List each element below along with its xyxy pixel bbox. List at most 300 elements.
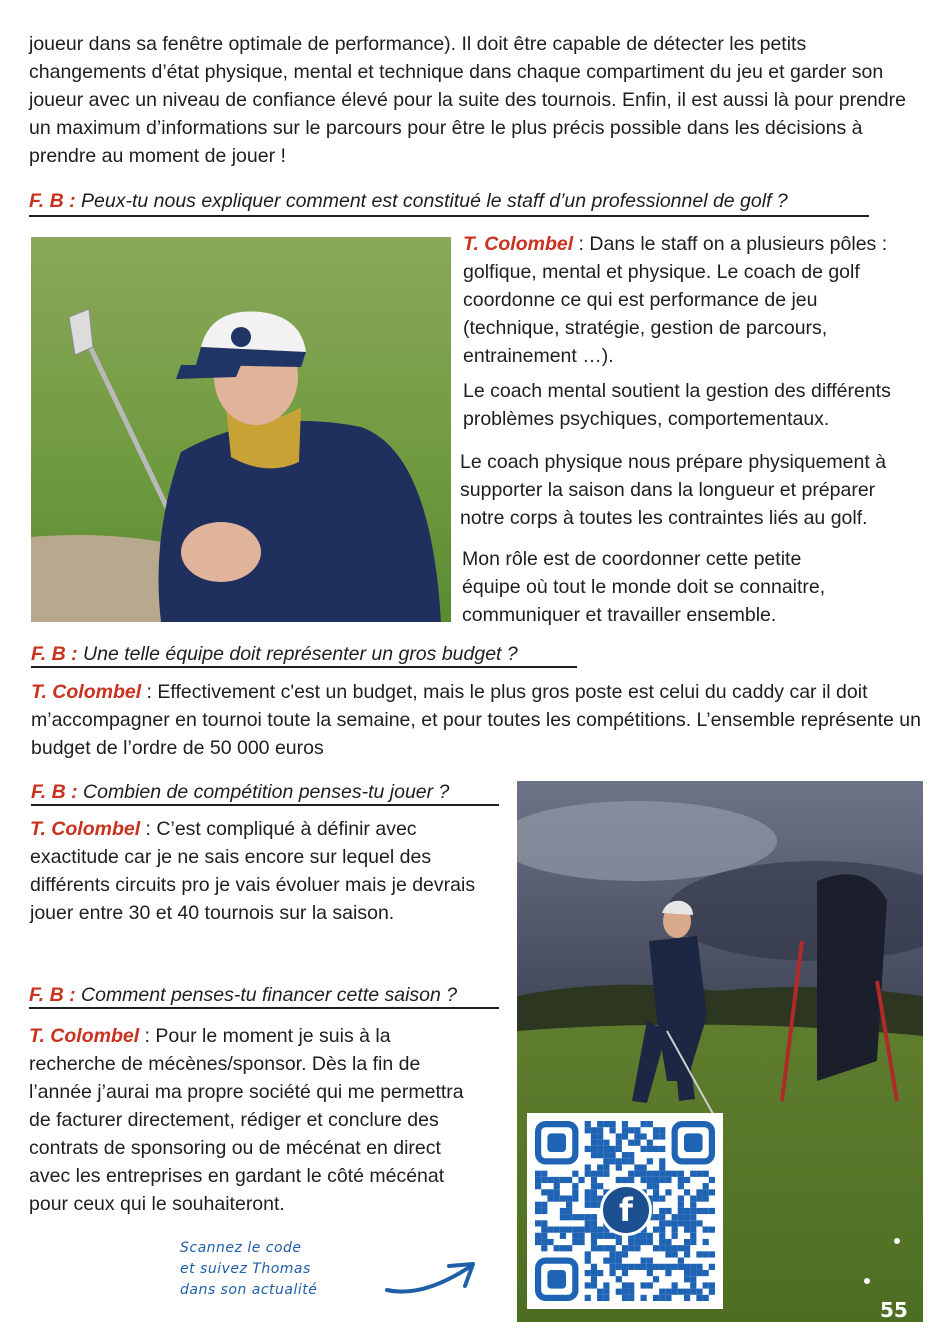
qr-module	[647, 1183, 653, 1189]
qr-module	[684, 1264, 690, 1270]
qr-module	[709, 1264, 715, 1270]
qr-module	[609, 1127, 615, 1133]
qr-module	[572, 1189, 578, 1195]
qr-module	[622, 1127, 628, 1133]
qr-module	[659, 1289, 665, 1295]
qr-module	[690, 1220, 696, 1226]
qr-module	[585, 1121, 591, 1127]
qr-module	[628, 1152, 634, 1158]
qr-module	[672, 1282, 678, 1288]
qr-module	[684, 1220, 690, 1226]
qr-module	[572, 1171, 578, 1177]
qr-module	[659, 1164, 665, 1170]
qr-module	[572, 1227, 578, 1233]
qr-module	[591, 1152, 597, 1158]
qr-module	[641, 1177, 647, 1183]
qr-module	[541, 1227, 547, 1233]
qr-module	[678, 1220, 684, 1226]
qr-module	[709, 1227, 715, 1233]
qr-module	[703, 1270, 709, 1276]
question-1	[29, 188, 788, 214]
qr-module	[678, 1289, 684, 1295]
qr-module	[560, 1177, 566, 1183]
qr-module	[709, 1177, 715, 1183]
qr-module	[578, 1227, 584, 1233]
qr-module	[703, 1295, 709, 1301]
qr-module	[541, 1189, 547, 1195]
qr-module	[703, 1282, 709, 1288]
qr-module	[554, 1189, 560, 1195]
qr-module	[634, 1239, 640, 1245]
qr-module	[690, 1289, 696, 1295]
qr-module	[578, 1233, 584, 1239]
qr-module	[628, 1264, 634, 1270]
qr-module	[547, 1227, 553, 1233]
qr-module	[641, 1171, 647, 1177]
qr-module	[696, 1264, 702, 1270]
question-1-text: Peux-tu nous expliquer comment est constitué le staff d’un professionnel de golf ?	[81, 190, 788, 212]
answer-2-paragraph	[31, 678, 923, 762]
qr-module	[535, 1208, 541, 1214]
qr-module	[535, 1202, 541, 1208]
qr-module	[641, 1282, 647, 1288]
qr-module	[591, 1183, 597, 1189]
qr-module	[665, 1289, 671, 1295]
qr-module	[616, 1264, 622, 1270]
answer-3-text: C’est compliqué à définir avec exactitude car je ne sais encore sur lequel des différents circuits pro je vais évoluer mais je devrais jouer entre 30 et 40 tournois sur la saison.	[30, 818, 476, 924]
qr-module	[585, 1282, 591, 1288]
qr-module	[628, 1127, 634, 1133]
qr-module	[578, 1239, 584, 1245]
qr-module	[591, 1233, 597, 1239]
qr-module	[560, 1245, 566, 1251]
qr-module	[659, 1171, 665, 1177]
qr-module	[591, 1177, 597, 1183]
qr-module	[560, 1208, 566, 1214]
qr-module	[672, 1245, 678, 1251]
qr-module	[585, 1251, 591, 1257]
answer-1-paragraph-3: Le coach physique nous prépare physiquement à supporter la saison dans la longueur et préparer notre corps à toutes les contraintes liés au golf.	[460, 451, 887, 529]
qr-module	[616, 1239, 622, 1245]
qr-module	[554, 1245, 560, 1251]
qr-module	[597, 1171, 603, 1177]
qr-module	[653, 1146, 659, 1152]
qr-module	[696, 1220, 702, 1226]
qr-module	[541, 1239, 547, 1245]
answer-1-paragraph-1	[463, 230, 915, 370]
qr-module	[603, 1140, 609, 1146]
qr-module	[597, 1146, 603, 1152]
qr-module	[665, 1208, 671, 1214]
qr-module	[690, 1276, 696, 1282]
qr-module	[659, 1233, 665, 1239]
interviewer-label: F. B :	[31, 643, 78, 665]
qr-module	[591, 1140, 597, 1146]
qr-module	[622, 1251, 628, 1257]
qr-module	[665, 1189, 671, 1195]
qr-module	[665, 1171, 671, 1177]
qr-module	[634, 1127, 640, 1133]
question-4-underline	[29, 1007, 499, 1009]
qr-module	[560, 1227, 566, 1233]
qr-module	[653, 1177, 659, 1183]
qr-module	[603, 1295, 609, 1301]
qr-module	[684, 1289, 690, 1295]
question-3	[31, 779, 449, 805]
qr-module	[541, 1220, 547, 1226]
facebook-letter: f	[619, 1191, 633, 1229]
qr-module	[572, 1214, 578, 1220]
qr-module	[665, 1270, 671, 1276]
qr-module	[622, 1158, 628, 1164]
qr-module	[572, 1233, 578, 1239]
qr-module	[684, 1177, 690, 1183]
qr-module	[622, 1133, 628, 1139]
qr-module	[622, 1245, 628, 1251]
qr-module	[616, 1133, 622, 1139]
qr-module	[535, 1239, 541, 1245]
qr-module	[653, 1295, 659, 1301]
question-4	[29, 982, 457, 1008]
qr-module	[628, 1171, 634, 1177]
qr-module	[628, 1245, 634, 1251]
qr-module	[591, 1227, 597, 1233]
qr-module	[653, 1183, 659, 1189]
qr-module	[678, 1214, 684, 1220]
qr-module	[665, 1264, 671, 1270]
page-number: 55	[880, 1298, 908, 1322]
scan-note-line-1: Scannez le code	[180, 1240, 302, 1256]
qr-module	[541, 1208, 547, 1214]
qr-module	[659, 1220, 665, 1226]
qr-module	[591, 1239, 597, 1245]
qr-module	[566, 1195, 572, 1201]
qr-module	[622, 1270, 628, 1276]
qr-module	[678, 1264, 684, 1270]
qr-module	[591, 1195, 597, 1201]
qr-module	[628, 1282, 634, 1288]
qr-module	[541, 1177, 547, 1183]
interviewer-label: F. B :	[29, 984, 76, 1006]
qr-module	[684, 1270, 690, 1276]
qr-module	[653, 1133, 659, 1139]
qr-module	[622, 1289, 628, 1295]
qr-module	[665, 1245, 671, 1251]
qr-module	[603, 1146, 609, 1152]
qr-module	[535, 1220, 541, 1226]
interviewer-label: F. B :	[29, 190, 76, 212]
qr-module	[647, 1140, 653, 1146]
qr-module	[709, 1208, 715, 1214]
qr-module	[616, 1251, 622, 1257]
qr-module	[659, 1239, 665, 1245]
qr-module	[641, 1146, 647, 1152]
scan-note	[180, 1238, 380, 1301]
qr-module	[696, 1289, 702, 1295]
qr-module	[659, 1264, 665, 1270]
qr-module	[641, 1233, 647, 1239]
qr-module	[672, 1171, 678, 1177]
question-2-text: Une telle équipe doit représenter un gros budget ?	[83, 643, 518, 665]
speaker-label: T. Colombel	[463, 233, 574, 255]
qr-module	[678, 1245, 684, 1251]
qr-module	[647, 1282, 653, 1288]
qr-module	[585, 1227, 591, 1233]
qr-module	[647, 1270, 653, 1276]
qr-module	[585, 1171, 591, 1177]
qr-module	[641, 1295, 647, 1301]
qr-module	[672, 1289, 678, 1295]
qr-module	[585, 1214, 591, 1220]
qr-module	[603, 1282, 609, 1288]
qr-module	[591, 1220, 597, 1226]
qr-module	[597, 1121, 603, 1127]
qr-module	[696, 1270, 702, 1276]
qr-module	[628, 1289, 634, 1295]
qr-module	[591, 1127, 597, 1133]
qr-module	[591, 1202, 597, 1208]
question-3-underline	[31, 804, 499, 806]
qr-module	[616, 1140, 622, 1146]
qr-module	[653, 1227, 659, 1233]
qr-module	[647, 1264, 653, 1270]
qr-code[interactable]	[527, 1113, 723, 1309]
qr-module	[572, 1183, 578, 1189]
qr-module	[665, 1295, 671, 1301]
speaker-separator: :	[141, 681, 158, 703]
qr-module	[690, 1233, 696, 1239]
question-2	[31, 641, 518, 667]
qr-module	[690, 1214, 696, 1220]
qr-module	[628, 1158, 634, 1164]
answer-3-paragraph	[30, 815, 492, 927]
qr-module	[597, 1164, 603, 1170]
qr-module	[696, 1251, 702, 1257]
qr-module	[634, 1245, 640, 1251]
qr-module	[609, 1245, 615, 1251]
qr-module	[609, 1258, 615, 1264]
qr-module	[696, 1189, 702, 1195]
qr-module	[578, 1214, 584, 1220]
qr-module	[709, 1251, 715, 1257]
qr-module	[641, 1133, 647, 1139]
qr-module	[603, 1164, 609, 1170]
qr-module	[684, 1239, 690, 1245]
qr-module	[703, 1189, 709, 1195]
qr-module	[647, 1233, 653, 1239]
qr-module	[591, 1264, 597, 1270]
qr-module	[585, 1164, 591, 1170]
qr-module	[585, 1189, 591, 1195]
qr-module	[653, 1214, 659, 1220]
question-4-text: Comment penses-tu financer cette saison ?	[81, 984, 458, 1006]
qr-module	[684, 1295, 690, 1301]
qr-module	[647, 1239, 653, 1245]
qr-module	[678, 1258, 684, 1264]
qr-module	[547, 1177, 553, 1183]
qr-module	[678, 1202, 684, 1208]
qr-module	[554, 1177, 560, 1183]
qr-module	[696, 1195, 702, 1201]
qr-module	[547, 1189, 553, 1195]
qr-module	[653, 1171, 659, 1177]
qr-module	[585, 1258, 591, 1264]
qr-module	[603, 1233, 609, 1239]
qr-module	[554, 1195, 560, 1201]
qr-module	[690, 1195, 696, 1201]
qr-module	[684, 1251, 690, 1257]
qr-module	[703, 1195, 709, 1201]
qr-finder-inner	[684, 1133, 703, 1152]
qr-module	[659, 1146, 665, 1152]
answer-1-paragraph-4: Mon rôle est de coordonner cette petite équipe où tout le monde doit se connaitre, communiquer et travailler ensemble.	[462, 548, 826, 626]
qr-module	[603, 1171, 609, 1177]
arrow-icon	[383, 1258, 481, 1302]
qr-module	[603, 1158, 609, 1164]
qr-module	[703, 1239, 709, 1245]
qr-module	[690, 1239, 696, 1245]
qr-module	[591, 1270, 597, 1276]
qr-module	[541, 1171, 547, 1177]
qr-module	[690, 1227, 696, 1233]
qr-module	[684, 1214, 690, 1220]
qr-module	[659, 1133, 665, 1139]
qr-module	[597, 1295, 603, 1301]
qr-module	[597, 1133, 603, 1139]
qr-module	[609, 1270, 615, 1276]
qr-module	[709, 1289, 715, 1295]
qr-module	[591, 1133, 597, 1139]
qr-finder-inner	[547, 1270, 566, 1289]
qr-module	[597, 1127, 603, 1133]
qr-module	[690, 1202, 696, 1208]
speaker-label: T. Colombel	[30, 818, 141, 840]
qr-module	[585, 1220, 591, 1226]
qr-module	[659, 1208, 665, 1214]
qr-module	[690, 1171, 696, 1177]
qr-module	[634, 1133, 640, 1139]
qr-module	[653, 1276, 659, 1282]
qr-module	[603, 1258, 609, 1264]
question-2-underline	[31, 666, 577, 668]
qr-module	[665, 1239, 671, 1245]
qr-module	[591, 1146, 597, 1152]
answer-4-text: Pour le moment je suis à la recherche de mécènes/sponsor. Dès la fin de l’année j’aurai ma propre société qui me permettra de facturer directement, rédiger et conclure des contrats de sponsoring ou de mécénat en direct avec les entreprises en gardant le côté mécénat pour ceux qui le souhaiteront.	[29, 1025, 464, 1215]
qr-module	[566, 1214, 572, 1220]
qr-module	[535, 1171, 541, 1177]
qr-module	[560, 1214, 566, 1220]
qr-module	[659, 1295, 665, 1301]
qr-module	[609, 1264, 615, 1270]
scan-note-line-3: dans son actualité	[180, 1282, 318, 1298]
qr-module	[616, 1258, 622, 1264]
qr-module	[684, 1276, 690, 1282]
qr-module	[678, 1183, 684, 1189]
qr-module	[597, 1233, 603, 1239]
qr-module	[647, 1158, 653, 1164]
qr-module	[585, 1195, 591, 1201]
qr-module	[616, 1164, 622, 1170]
qr-module	[641, 1258, 647, 1264]
qr-module	[634, 1264, 640, 1270]
qr-module	[703, 1183, 709, 1189]
qr-module	[684, 1208, 690, 1214]
qr-module	[616, 1177, 622, 1183]
qr-module	[597, 1227, 603, 1233]
qr-module	[547, 1239, 553, 1245]
qr-module	[578, 1177, 584, 1183]
qr-module	[597, 1289, 603, 1295]
qr-module	[541, 1245, 547, 1251]
qr-module	[672, 1251, 678, 1257]
qr-module	[566, 1208, 572, 1214]
qr-module	[647, 1177, 653, 1183]
qr-module	[672, 1220, 678, 1226]
facebook-icon[interactable]	[600, 1184, 652, 1236]
qr-module	[585, 1202, 591, 1208]
qr-module	[703, 1171, 709, 1177]
qr-module	[696, 1171, 702, 1177]
qr-module	[684, 1189, 690, 1195]
qr-module	[572, 1239, 578, 1245]
qr-module	[616, 1289, 622, 1295]
qr-module	[585, 1270, 591, 1276]
qr-module	[634, 1140, 640, 1146]
qr-module	[703, 1208, 709, 1214]
qr-module	[591, 1171, 597, 1177]
qr-module	[603, 1289, 609, 1295]
qr-module	[566, 1202, 572, 1208]
qr-module	[647, 1121, 653, 1127]
answer-1-text-1: Dans le staff on a plusieurs pôles : golfique, mental et physique. Le coach de golf coordonne ce qui est performance de jeu (technique, stratégie, gestion de parcours, entrainement …).	[463, 233, 888, 367]
qr-module	[554, 1183, 560, 1189]
qr-module	[653, 1195, 659, 1201]
qr-module	[541, 1233, 547, 1239]
speaker-separator: :	[140, 818, 157, 840]
qr-module	[560, 1195, 566, 1201]
qr-module	[535, 1233, 541, 1239]
qr-module	[616, 1158, 622, 1164]
golfer-putter-photo	[31, 237, 451, 622]
qr-module	[634, 1171, 640, 1177]
interviewer-label: F. B :	[31, 781, 78, 803]
qr-module	[647, 1146, 653, 1152]
qr-module	[591, 1245, 597, 1251]
qr-module	[678, 1171, 684, 1177]
answer-1-paragraph-2: Le coach mental soutient la gestion des différents problèmes psychiques, comportementaux.	[463, 380, 891, 430]
answer-2-text: Effectivement c'est un budget, mais le plus gros poste est celui du caddy car il doit m’accompagner en tournoi toute la semaine, et pour toutes les compétitions. L’ensemble représente un budget de l’ordre de 50 000 euros	[31, 681, 921, 759]
qr-module	[665, 1251, 671, 1257]
qr-module	[591, 1282, 597, 1288]
qr-module	[672, 1214, 678, 1220]
qr-module	[684, 1245, 690, 1251]
qr-module	[703, 1251, 709, 1257]
qr-module	[597, 1140, 603, 1146]
qr-module	[603, 1152, 609, 1158]
qr-module	[566, 1227, 572, 1233]
qr-module	[659, 1127, 665, 1133]
answer-4-paragraph	[29, 1022, 475, 1218]
qr-module	[690, 1264, 696, 1270]
qr-module	[616, 1146, 622, 1152]
qr-module	[616, 1276, 622, 1282]
qr-module	[653, 1264, 659, 1270]
speaker-label: T. Colombel	[31, 681, 142, 703]
qr-module	[609, 1158, 615, 1164]
qr-module	[609, 1146, 615, 1152]
qr-module	[535, 1183, 541, 1189]
qr-module	[690, 1208, 696, 1214]
